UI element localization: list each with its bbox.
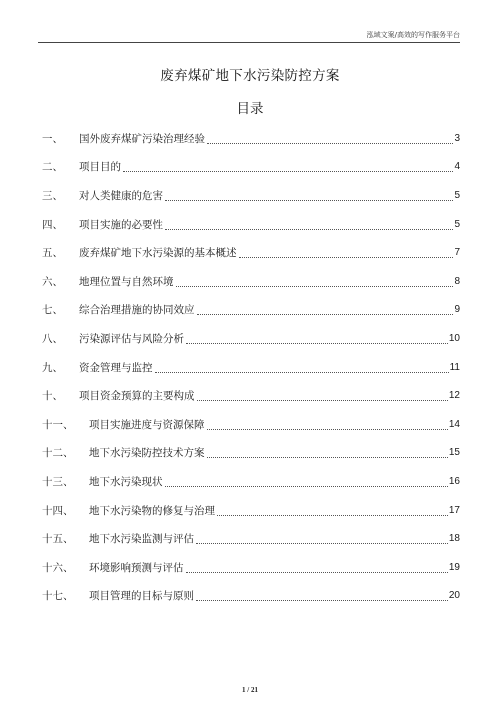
toc-entry-title: 项目实施的必要性: [79, 218, 163, 231]
toc-entry-page: 5: [454, 189, 460, 201]
toc-entry-title: 资金管理与监控: [79, 361, 153, 374]
toc-entry-number: 七、: [42, 304, 63, 317]
toc-leader-dots: [197, 388, 448, 401]
toc-entry-title: 综合治理措施的协同效应: [79, 304, 195, 317]
toc-entry-title: 地下水污染物的修复与治理: [89, 504, 215, 517]
toc-entry-title: 对人类健康的危害: [79, 189, 163, 202]
toc-entry-number: 一、: [42, 132, 63, 145]
toc-entry-page: 5: [454, 218, 460, 230]
toc-leader-dots: [217, 503, 448, 516]
toc-entry-title: 地下水污染现状: [89, 475, 163, 488]
toc-entry-page: 20: [448, 590, 460, 602]
page-indicator: 1 / 21: [242, 686, 258, 694]
toc-entry[interactable]: [42, 582, 460, 611]
toc-entry-page: 8: [454, 275, 460, 287]
toc-leader-dots: [186, 331, 448, 344]
toc-entry-number: 八、: [42, 332, 63, 345]
toc-entry[interactable]: [42, 324, 460, 353]
toc-entry-page: 4: [454, 161, 460, 173]
toc-leader-dots: [165, 217, 453, 230]
toc-entry[interactable]: [42, 496, 460, 525]
toc-leader-dots: [176, 274, 454, 287]
toc-entry-page: 3: [454, 132, 460, 144]
toc-entry-page: 17: [448, 504, 460, 516]
toc-entry[interactable]: [42, 353, 460, 382]
toc-entry-page: 10: [448, 332, 460, 344]
toc-leader-dots: [165, 474, 448, 487]
toc-entry-title: 项目资金预算的主要构成: [79, 390, 195, 403]
toc-entry[interactable]: [42, 553, 460, 582]
toc-leader-dots: [155, 360, 449, 373]
table-of-contents: [42, 124, 460, 610]
toc-entry-number: 二、: [42, 161, 63, 174]
toc-entry[interactable]: [42, 267, 460, 296]
toc-entry-number: 十二、: [42, 447, 74, 460]
toc-entry-number: 四、: [42, 218, 63, 231]
header-divider: [38, 42, 460, 43]
toc-entry-page: 15: [448, 447, 460, 459]
toc-entry-title: 项目管理的目标与原则: [89, 590, 194, 603]
toc-entry-number: 九、: [42, 361, 63, 374]
toc-entry-title: 项目目的: [79, 161, 121, 174]
toc-entry-number: 三、: [42, 189, 63, 202]
toc-entry[interactable]: [42, 238, 460, 267]
toc-entry-page: 14: [448, 418, 460, 430]
toc-entry[interactable]: [42, 153, 460, 182]
toc-leader-dots: [123, 159, 453, 172]
toc-leader-dots: [197, 302, 454, 315]
toc-leader-dots: [207, 417, 448, 430]
toc-entry-page: 12: [448, 390, 460, 402]
toc-entry-title: 废弃煤矿地下水污染源的基本概述: [79, 247, 237, 260]
toc-leader-dots: [239, 245, 454, 258]
toc-entry-title: 地下水污染防控技术方案: [89, 447, 205, 460]
toc-entry-number: 六、: [42, 275, 63, 288]
toc-entry-title: 国外废弃煤矿污染治理经验: [79, 132, 205, 145]
toc-entry-number: 五、: [42, 247, 63, 260]
toc-entry-number: 十一、: [42, 418, 74, 431]
toc-entry-page: 11: [449, 361, 460, 373]
toc-entry-title: 地理位置与自然环境: [79, 275, 174, 288]
toc-entry-title: 污染源评估与风险分析: [79, 332, 184, 345]
toc-entry-title: 环境影响预测与评估: [89, 561, 184, 574]
toc-entry-number: 十七、: [42, 590, 74, 603]
toc-entry-number: 十四、: [42, 504, 74, 517]
toc-entry-number: 十三、: [42, 475, 74, 488]
toc-entry-number: 十六、: [42, 561, 74, 574]
toc-entry-number: 十、: [42, 390, 63, 403]
toc-entry-number: 十五、: [42, 533, 74, 546]
toc-heading: 目录: [236, 101, 264, 117]
document-title: 废弃煤矿地下水污染防控方案: [160, 68, 340, 84]
toc-leader-dots: [165, 188, 453, 201]
toc-leader-dots: [196, 588, 448, 601]
toc-entry[interactable]: [42, 439, 460, 468]
toc-entry[interactable]: [42, 124, 460, 153]
toc-leader-dots: [186, 560, 448, 573]
toc-entry-title: 项目实施进度与资源保障: [89, 418, 205, 431]
toc-entry[interactable]: [42, 181, 460, 210]
toc-entry[interactable]: [42, 381, 460, 410]
toc-entry-title: 地下水污染监测与评估: [89, 533, 194, 546]
toc-leader-dots: [196, 531, 448, 544]
toc-entry-page: 16: [448, 475, 460, 487]
toc-entry[interactable]: [42, 210, 460, 239]
toc-leader-dots: [207, 131, 453, 144]
toc-entry[interactable]: [42, 524, 460, 553]
toc-entry-page: 18: [448, 533, 460, 545]
toc-entry[interactable]: [42, 467, 460, 496]
toc-entry[interactable]: [42, 296, 460, 325]
toc-entry-page: 19: [448, 561, 460, 573]
header-brand: 泓域文案/高效的写作服务平台: [366, 31, 460, 39]
toc-entry[interactable]: [42, 410, 460, 439]
toc-leader-dots: [207, 445, 448, 458]
toc-entry-page: 7: [454, 247, 460, 259]
toc-entry-page: 9: [454, 304, 460, 316]
